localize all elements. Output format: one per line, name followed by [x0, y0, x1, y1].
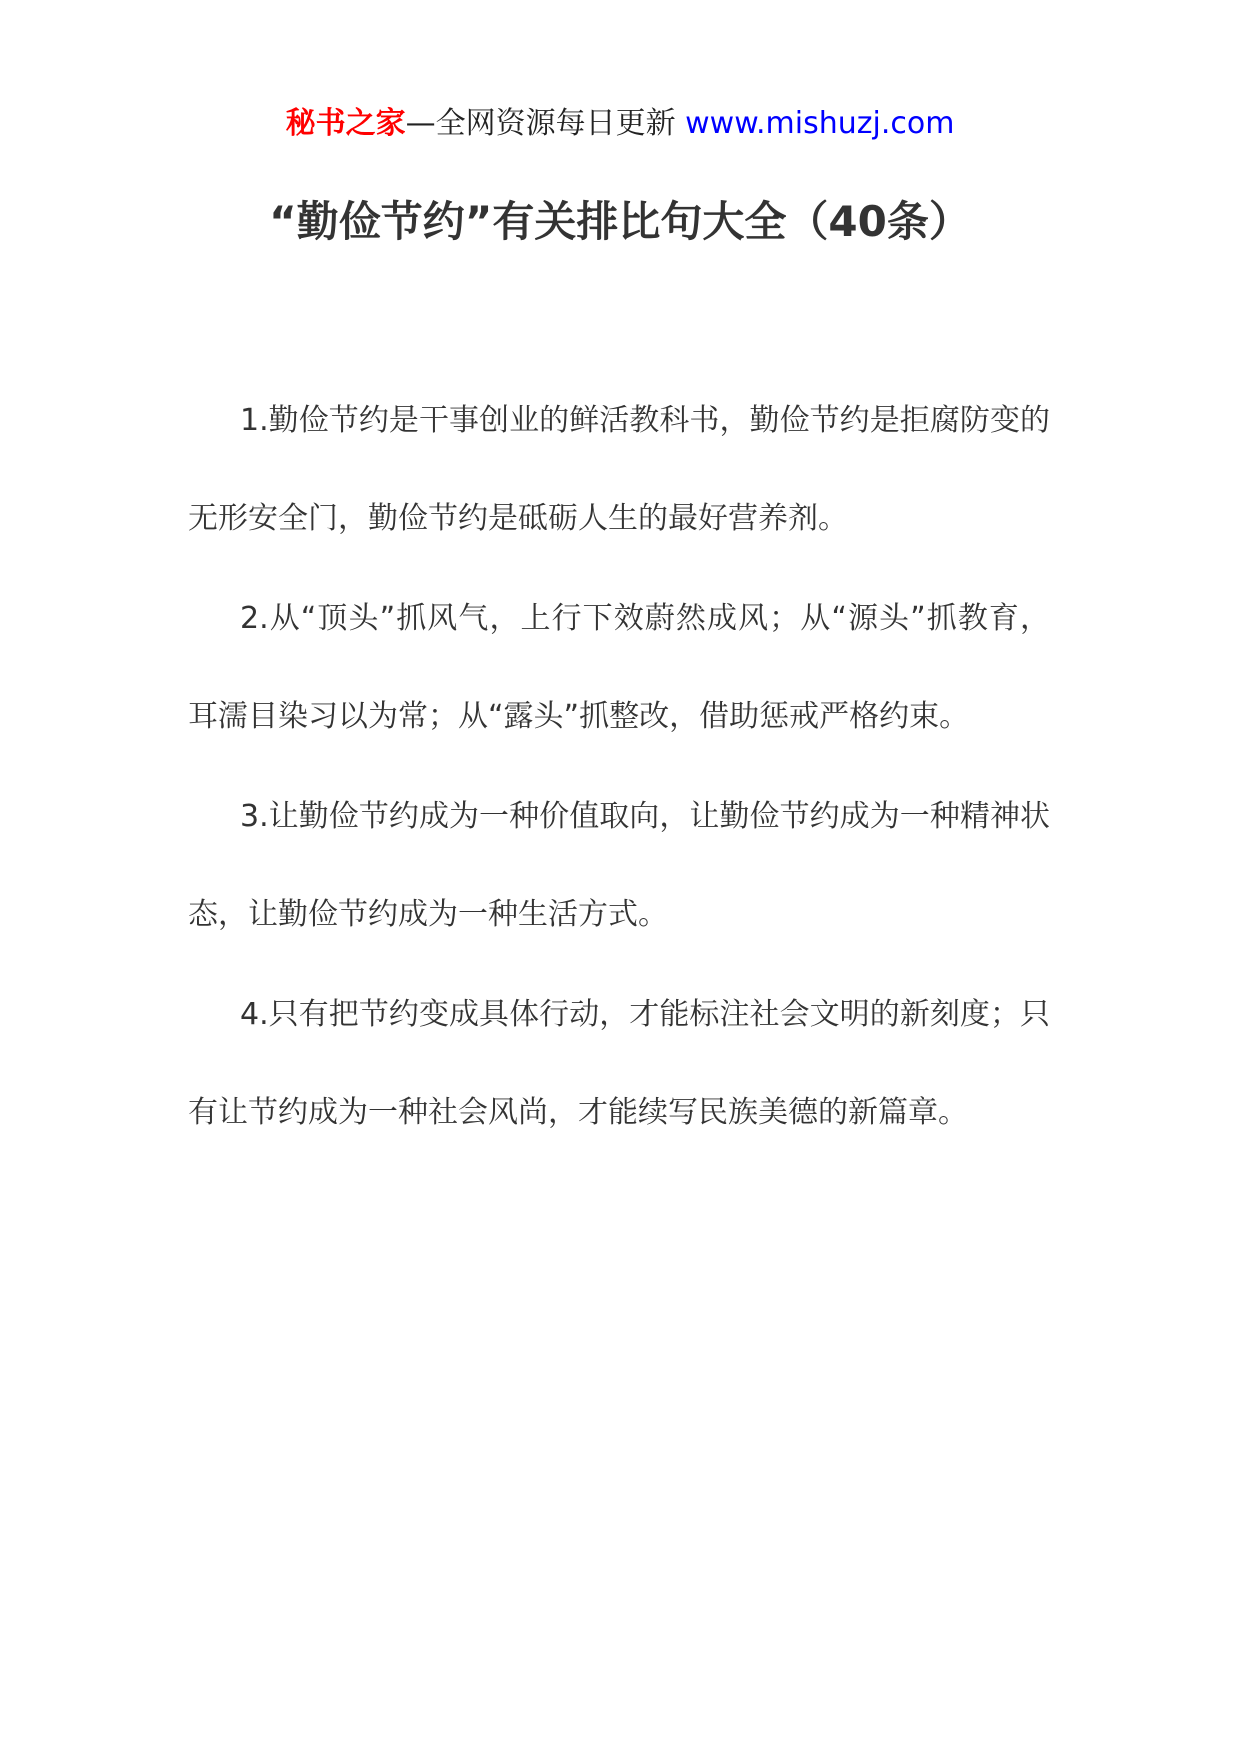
site-tagline: —全网资源每日更新 — [405, 106, 676, 141]
paragraph-3: 3.让勤俭节约成为一种价值取向，让勤俭节约成为一种精神状态，让勤俭节约成为一种生活方式。 — [188, 799, 1050, 932]
paragraph-4: 4.只有把节约变成具体行动，才能标注社会文明的新刻度；只有让节约成为一种社会风尚，才能续写民族美德的新篇章。 — [188, 997, 1050, 1130]
document-title: “勤俭节约”有关排比句大全（40条） — [269, 197, 971, 246]
paragraph-2: 2.从“顶头”抓风气，上行下效蔚然成风；从“源头”抓教育，耳濡目染习以为常；从“露头”抓整改，借助惩戒严格约束。 — [188, 601, 1050, 734]
site-url-link[interactable]: www.mishuzj.com — [685, 106, 955, 141]
site-header — [0, 100, 1240, 148]
paragraph-1: 1.勤俭节约是干事创业的鲜活教科书，勤俭节约是拒腐防变的无形安全门，勤俭节约是砥砺人生的最好营养剂。 — [188, 403, 1050, 536]
site-brand: 秘书之家 — [285, 106, 406, 141]
document-body — [188, 372, 1050, 1164]
